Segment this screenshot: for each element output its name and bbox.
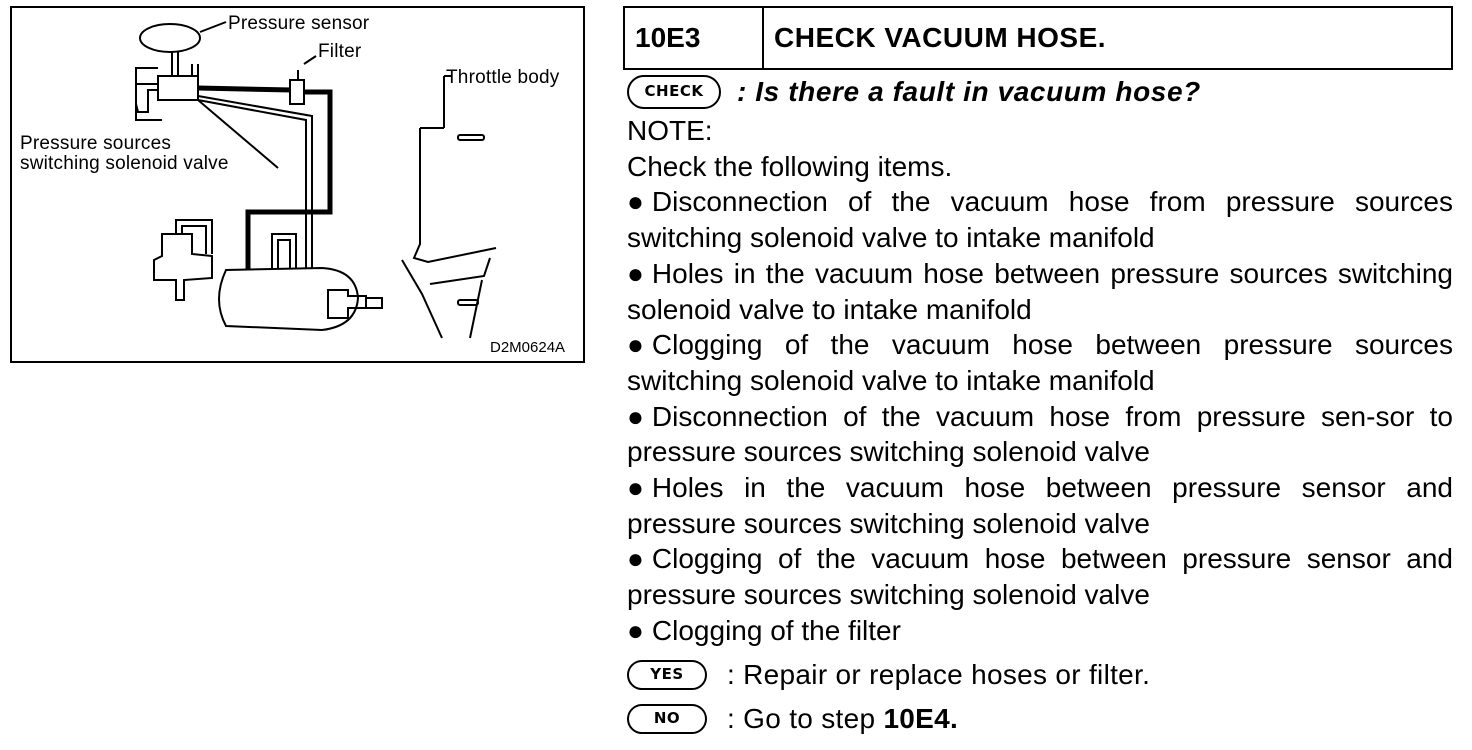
next-step-ref: 10E4. [883,702,959,734]
check-badge: CHECK [627,75,721,109]
step-title: CHECK VACUUM HOSE. [774,22,1107,53]
yes-answer-line [627,653,1453,697]
no-answer-prefix: : Go to step [727,702,884,734]
step-number: 10E3 [625,8,764,68]
bullet-dot: ● [627,257,644,289]
step-header [623,6,1453,70]
check-question-line [627,72,1453,112]
throttle-body-label: Throttle body [446,67,560,88]
bullet-dot: ● [627,543,644,575]
note-item-text: Clogging of the vacuum hose between pressure sensor and pressure sources switching solenoid valve [627,543,1453,611]
solenoid-valve-shape [158,76,198,100]
bullet-dot: ● [627,614,644,646]
yes-answer-text: : Repair or replace hoses or filter. [727,658,1151,690]
note-item [627,470,1453,541]
intake-manifold-shape [219,268,358,330]
solenoid-label-line-2: switching solenoid valve [20,153,229,174]
note-item [627,256,1453,327]
note-item-text: Disconnection of the vacuum hose from pressure sen-sor to pressure sources switching solenoid valve [627,400,1453,468]
no-answer-text [727,701,958,737]
note-item-text: Disconnection of the vacuum hose from pressure sources switching solenoid valve to intake manifold [627,186,1453,254]
no-badge: NO [627,704,707,734]
bullet-dot: ● [627,329,644,361]
note-item-text: Clogging of the vacuum hose between pressure sources switching solenoid valve to intake manifold [627,329,1453,396]
pressure-sensor-shape [140,24,200,52]
figure-code: D2M0624A [490,339,566,356]
yes-badge: YES [627,660,707,690]
note-item [627,184,1453,255]
note-intro: Check the following items. [627,150,953,182]
note-item [627,327,1453,398]
bullet-dot: ● [627,186,644,218]
filter-shape [290,80,304,104]
solenoid-label-line-1: Pressure sources [20,133,172,154]
solenoid-valve-label [20,134,280,174]
note-item [627,541,1453,612]
step-body [627,72,1453,741]
bullet-dot: ● [627,472,644,504]
vacuum-hose-diagram [10,6,585,363]
note-item [627,399,1453,470]
note-label: NOTE: [627,115,713,146]
throttle-body-shape [414,128,496,262]
no-answer-line [627,697,1453,741]
note-item-text: Holes in the vacuum hose between pressure sources switching solenoid valve to intake manifold [627,257,1453,325]
note-item-text: Clogging of the filter [651,614,901,646]
diagram-drawing [12,8,587,365]
note-item [627,613,1453,649]
check-question: : Is there a fault in vacuum hose? [737,76,1201,108]
note-item-text: Holes in the vacuum hose between pressure sensor and pressure sources switching solenoid valve [627,472,1453,539]
filter-label: Filter [318,41,362,62]
bullet-dot: ● [627,400,644,432]
pressure-sensor-label: Pressure sensor [228,13,370,34]
